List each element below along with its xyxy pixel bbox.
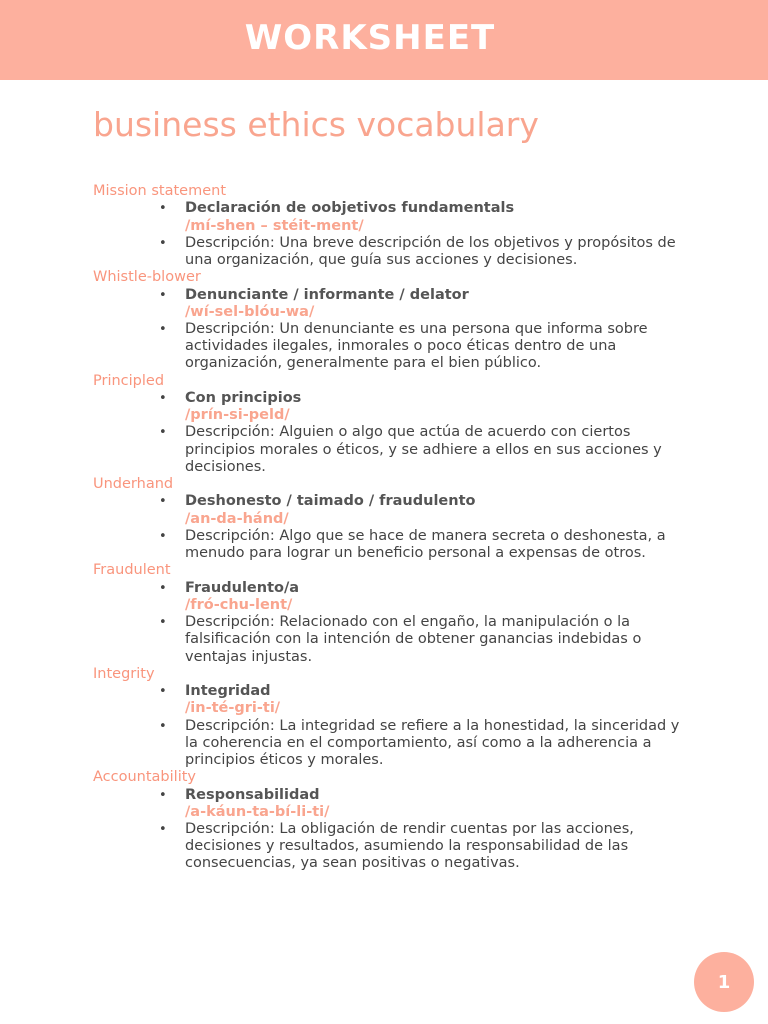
vocabulary-entry	[93, 183, 693, 269]
entry-description: • Descripción: Una breve descripción de los objetivos y propósitos de una organización, que guía sus acciones y decisiones.	[185, 234, 676, 269]
entry-details	[185, 580, 685, 666]
entry-details	[185, 200, 685, 269]
page-number-badge: 1	[694, 952, 754, 1012]
entry-term: Integrity	[93, 665, 155, 682]
translation-item	[185, 200, 685, 234]
entry-term: Fraudulent	[93, 562, 171, 579]
vocabulary-entry	[93, 769, 693, 872]
entry-pronunciation: /mí-shen – stéit-ment/	[185, 217, 364, 234]
entry-pronunciation: /in-té-gri-ti/	[185, 700, 281, 717]
entry-translation: Fraudulento/a	[185, 579, 300, 596]
entry-details	[185, 390, 685, 476]
entry-description: • Descripción: La integridad se refiere a la honestidad, la sinceridad y la coherencia en el comportamiento, así como a la adherencia a principios éticos y morales.	[185, 717, 680, 768]
entry-pronunciation: /fró-chu-lent/	[185, 596, 293, 613]
entry-pronunciation: /an-da-hánd/	[185, 510, 289, 527]
entry-translation: Denunciante / informante / delator	[185, 286, 469, 303]
entry-pronunciation: /prín-si-peld/	[185, 407, 290, 424]
entry-translation: Declaración de oobjetivos fundamentals	[185, 200, 515, 217]
description-item	[185, 821, 685, 873]
entry-pronunciation: /wí-sel-blóu-wa/	[185, 303, 315, 320]
description-item	[185, 718, 685, 770]
entry-term: Mission statement	[93, 183, 226, 199]
translation-item	[185, 493, 685, 527]
entry-translation: Integridad	[185, 683, 271, 700]
description-item	[185, 528, 685, 562]
entry-term: Accountability	[93, 769, 196, 786]
entry-description: • Descripción: Algo que se hace de manera secreta o deshonesta, a menudo para lograr un beneficio personal a expensas de otros.	[185, 527, 666, 562]
description-item	[185, 614, 685, 666]
entry-pronunciation: /a-káun-ta-bí-li-ti/	[185, 803, 330, 820]
entry-details	[185, 683, 685, 769]
entry-details	[185, 287, 685, 373]
entry-term: Underhand	[93, 476, 174, 493]
vocabulary-entry	[93, 562, 693, 665]
entry-description: • Descripción: Alguien o algo que actúa de acuerdo con ciertos principios morales o éticos, y se adhiere a ellos en sus acciones y decisiones.	[185, 424, 662, 475]
entry-details	[185, 493, 685, 562]
translation-item	[185, 287, 685, 321]
entry-term: Principled	[93, 372, 165, 389]
vocabulary-entry	[93, 666, 693, 769]
entry-description: • Descripción: La obligación de rendir cuentas por las acciones, decisiones y resultados, asumiendo la responsabilidad de las consecuencias, ya sean positivas o negativas.	[185, 820, 634, 872]
translation-item	[185, 390, 685, 424]
description-item	[185, 235, 685, 269]
entry-translation: Deshonesto / taimado / fraudulento	[185, 493, 476, 510]
vocabulary-entry	[93, 476, 693, 562]
entry-term: Whistle-blower	[93, 269, 201, 286]
description-item	[185, 321, 685, 373]
document-title: business ethics vocabulary	[93, 105, 539, 144]
entry-translation: Responsabilidad	[185, 786, 320, 803]
entry-description: • Descripción: Relacionado con el engaño, la manipulación o la falsificación con la intención de obtener ganancias indebidas o ventajas injustas.	[185, 614, 642, 665]
vocabulary-entry	[93, 373, 693, 476]
header-title: WORKSHEET	[244, 18, 496, 58]
translation-item	[185, 683, 685, 717]
entry-description: • Descripción: Un denunciante es una persona que informa sobre actividades ilegales, inmorales o poco éticas dentro de una organización, generalmente para el bien público.	[185, 321, 648, 372]
entry-details	[185, 787, 685, 873]
description-item	[185, 424, 685, 476]
translation-item	[185, 580, 685, 614]
vocabulary-entry	[93, 269, 693, 372]
header-band	[0, 0, 768, 80]
translation-item	[185, 787, 685, 821]
entry-translation: Con principios	[185, 390, 302, 407]
vocabulary-list	[93, 183, 693, 873]
